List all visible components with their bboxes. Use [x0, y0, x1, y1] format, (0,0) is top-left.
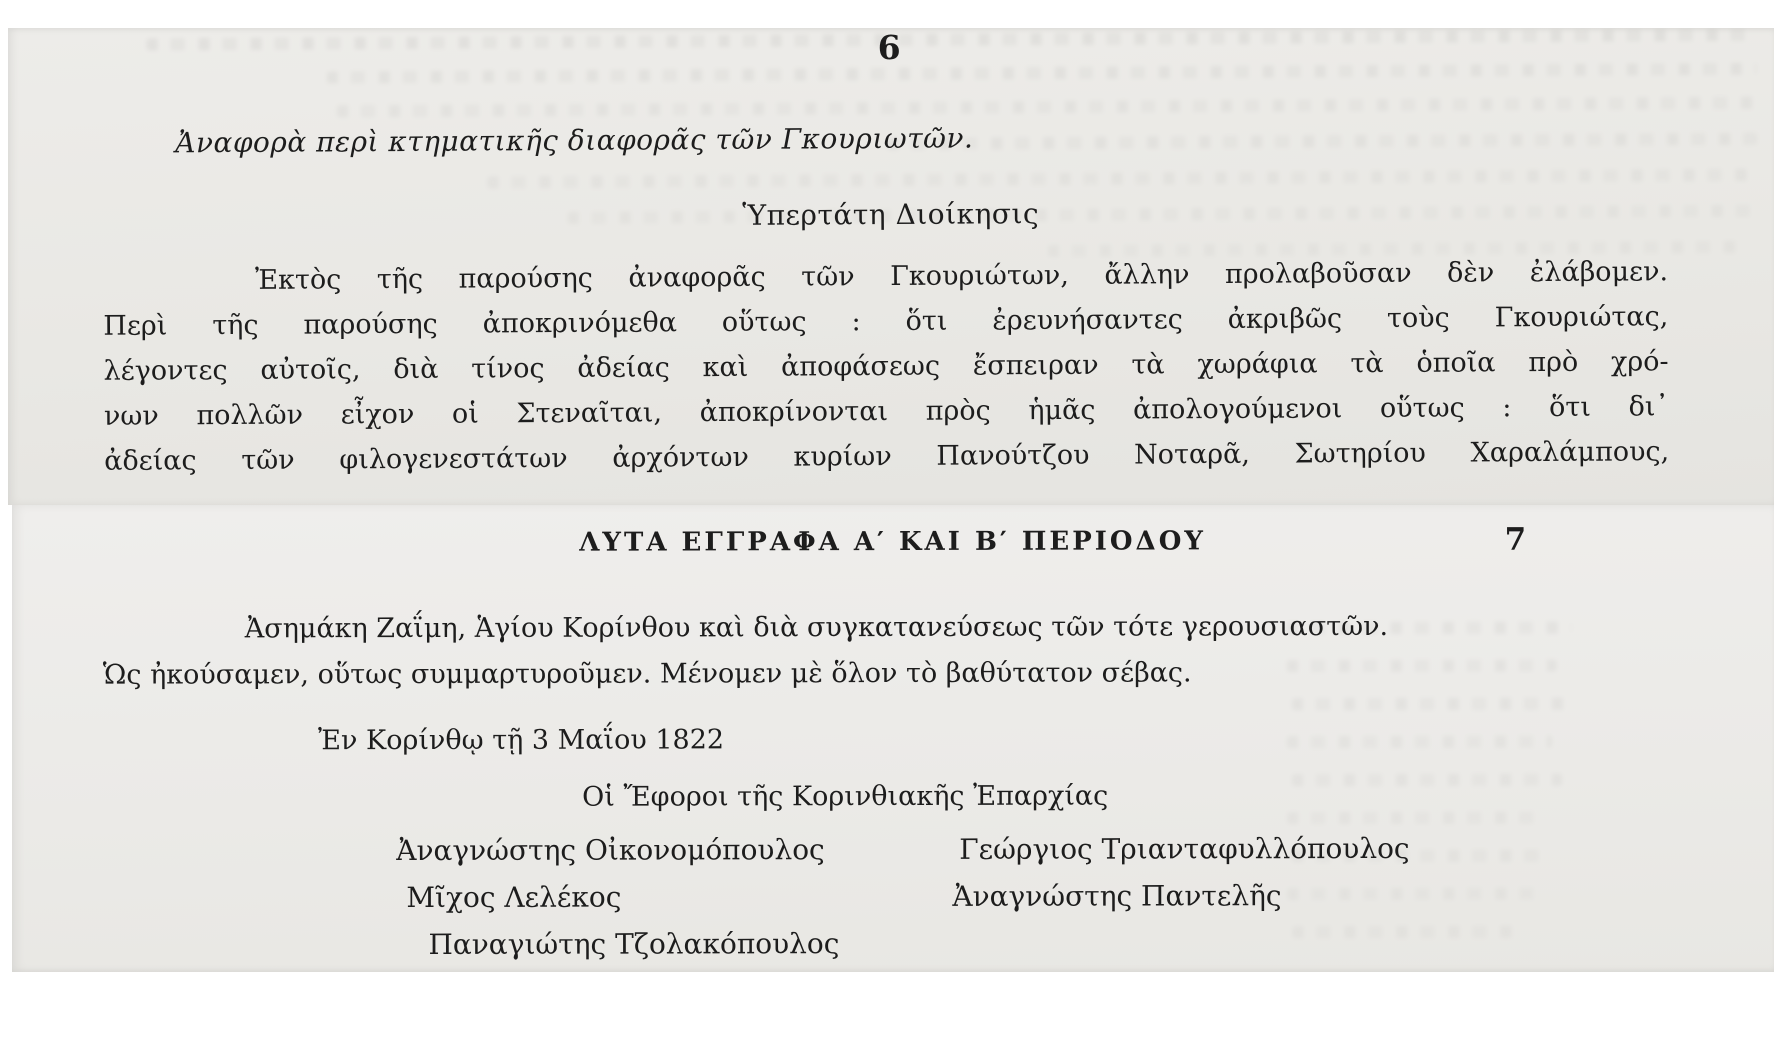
page-number: 6 [877, 28, 902, 68]
bleed-through-line [1292, 926, 1522, 938]
bleed-through-line [887, 133, 1757, 150]
signature: Παναγιώτης Τζολακόπουλος [428, 927, 840, 961]
body-line: Ἐκτὸς τῆς παρούσης ἀναφορᾶς τῶν Γκουριώτων, ἄλλην προλαβοῦσαν δὲν ἐλάβομεν. [254, 256, 1669, 296]
signature: Ἀναγνώστης Οἰκονομόπουλος [396, 833, 825, 868]
page-7-scan [12, 505, 1774, 972]
bleed-through-line [337, 97, 1757, 118]
dateline: Ἐν Κορίνθῳ τῇ 3 Μαΐου 1822 [317, 724, 725, 757]
body-line: Ὡς ἠκούσαμεν, οὕτως συμμαρτυροῦμεν. Μένομεν μὲ ὅλον τὸ βαθύτατον σέβας. [102, 657, 1192, 691]
signature: Γεώργιος Τριανταφυλλόπουλος [959, 831, 1410, 866]
bleed-through-line [1287, 736, 1552, 749]
signature: Ἀναγνώστης Παντελῆς [952, 879, 1282, 913]
document-caption: Ἀναφορὰ περὶ κτηματικῆς διαφορᾶς τῶν Γκουριωτῶν. [175, 121, 974, 160]
signature: Μῖχος Λελέκος [406, 880, 622, 915]
bleed-through-line [1292, 774, 1562, 787]
body-line: Ἀσημάκη Ζαΐμη, Ἁγίου Κορίνθου καὶ διὰ συγκατανεύσεως τῶν τότε γερουσιαστῶν. [244, 610, 1389, 645]
bleed-through-line [487, 169, 1757, 189]
running-head: ΛΥΤΑ ΕΓΓΡΑΦΑ Α′ ΚΑΙ Β′ ΠΕΡΙΟΔΟΥ [579, 526, 1206, 558]
page-number: 7 [1504, 521, 1528, 558]
body-line: Περὶ τῆς παρούσης ἀποκρινόμεθα οὕτως : ὅτι ἐρευνήσαντες ἀκριβῶς τοὺς Γκουριώτας, [103, 301, 1669, 342]
body-line: λέγοντες αὐτοῖς, διὰ τίνος ἀδείας καὶ ἀποφάσεως ἔσπειραν τὰ χωράφια τὰ ὁποῖα πρὸ χρό- [103, 346, 1669, 387]
page-6-scan [8, 28, 1774, 505]
bleed-through-line [1287, 812, 1547, 825]
body-line: ἀδείας τῶν φιλογενεστάτων ἀρχόντων κυρίων Πανούτζου Νοταρᾶ, Σωτηρίου Χαραλάμπους, [104, 436, 1670, 477]
signatories-title: Οἱ Ἔφοροι τῆς Κορινθιακῆς Ἐπαρχίας [582, 780, 1109, 813]
bleed-through-line [1292, 698, 1567, 711]
body-line: νων πολλῶν εἶχον οἱ Στεναῖται, ἀποκρίνονται πρὸς ἡμᾶς ἀπολογούμενοι οὕτως : ὅτι δι᾽ [103, 391, 1669, 432]
section-heading: Ὑπερτάτη Διοίκησις [742, 197, 1040, 232]
bleed-through-line [1287, 888, 1537, 901]
